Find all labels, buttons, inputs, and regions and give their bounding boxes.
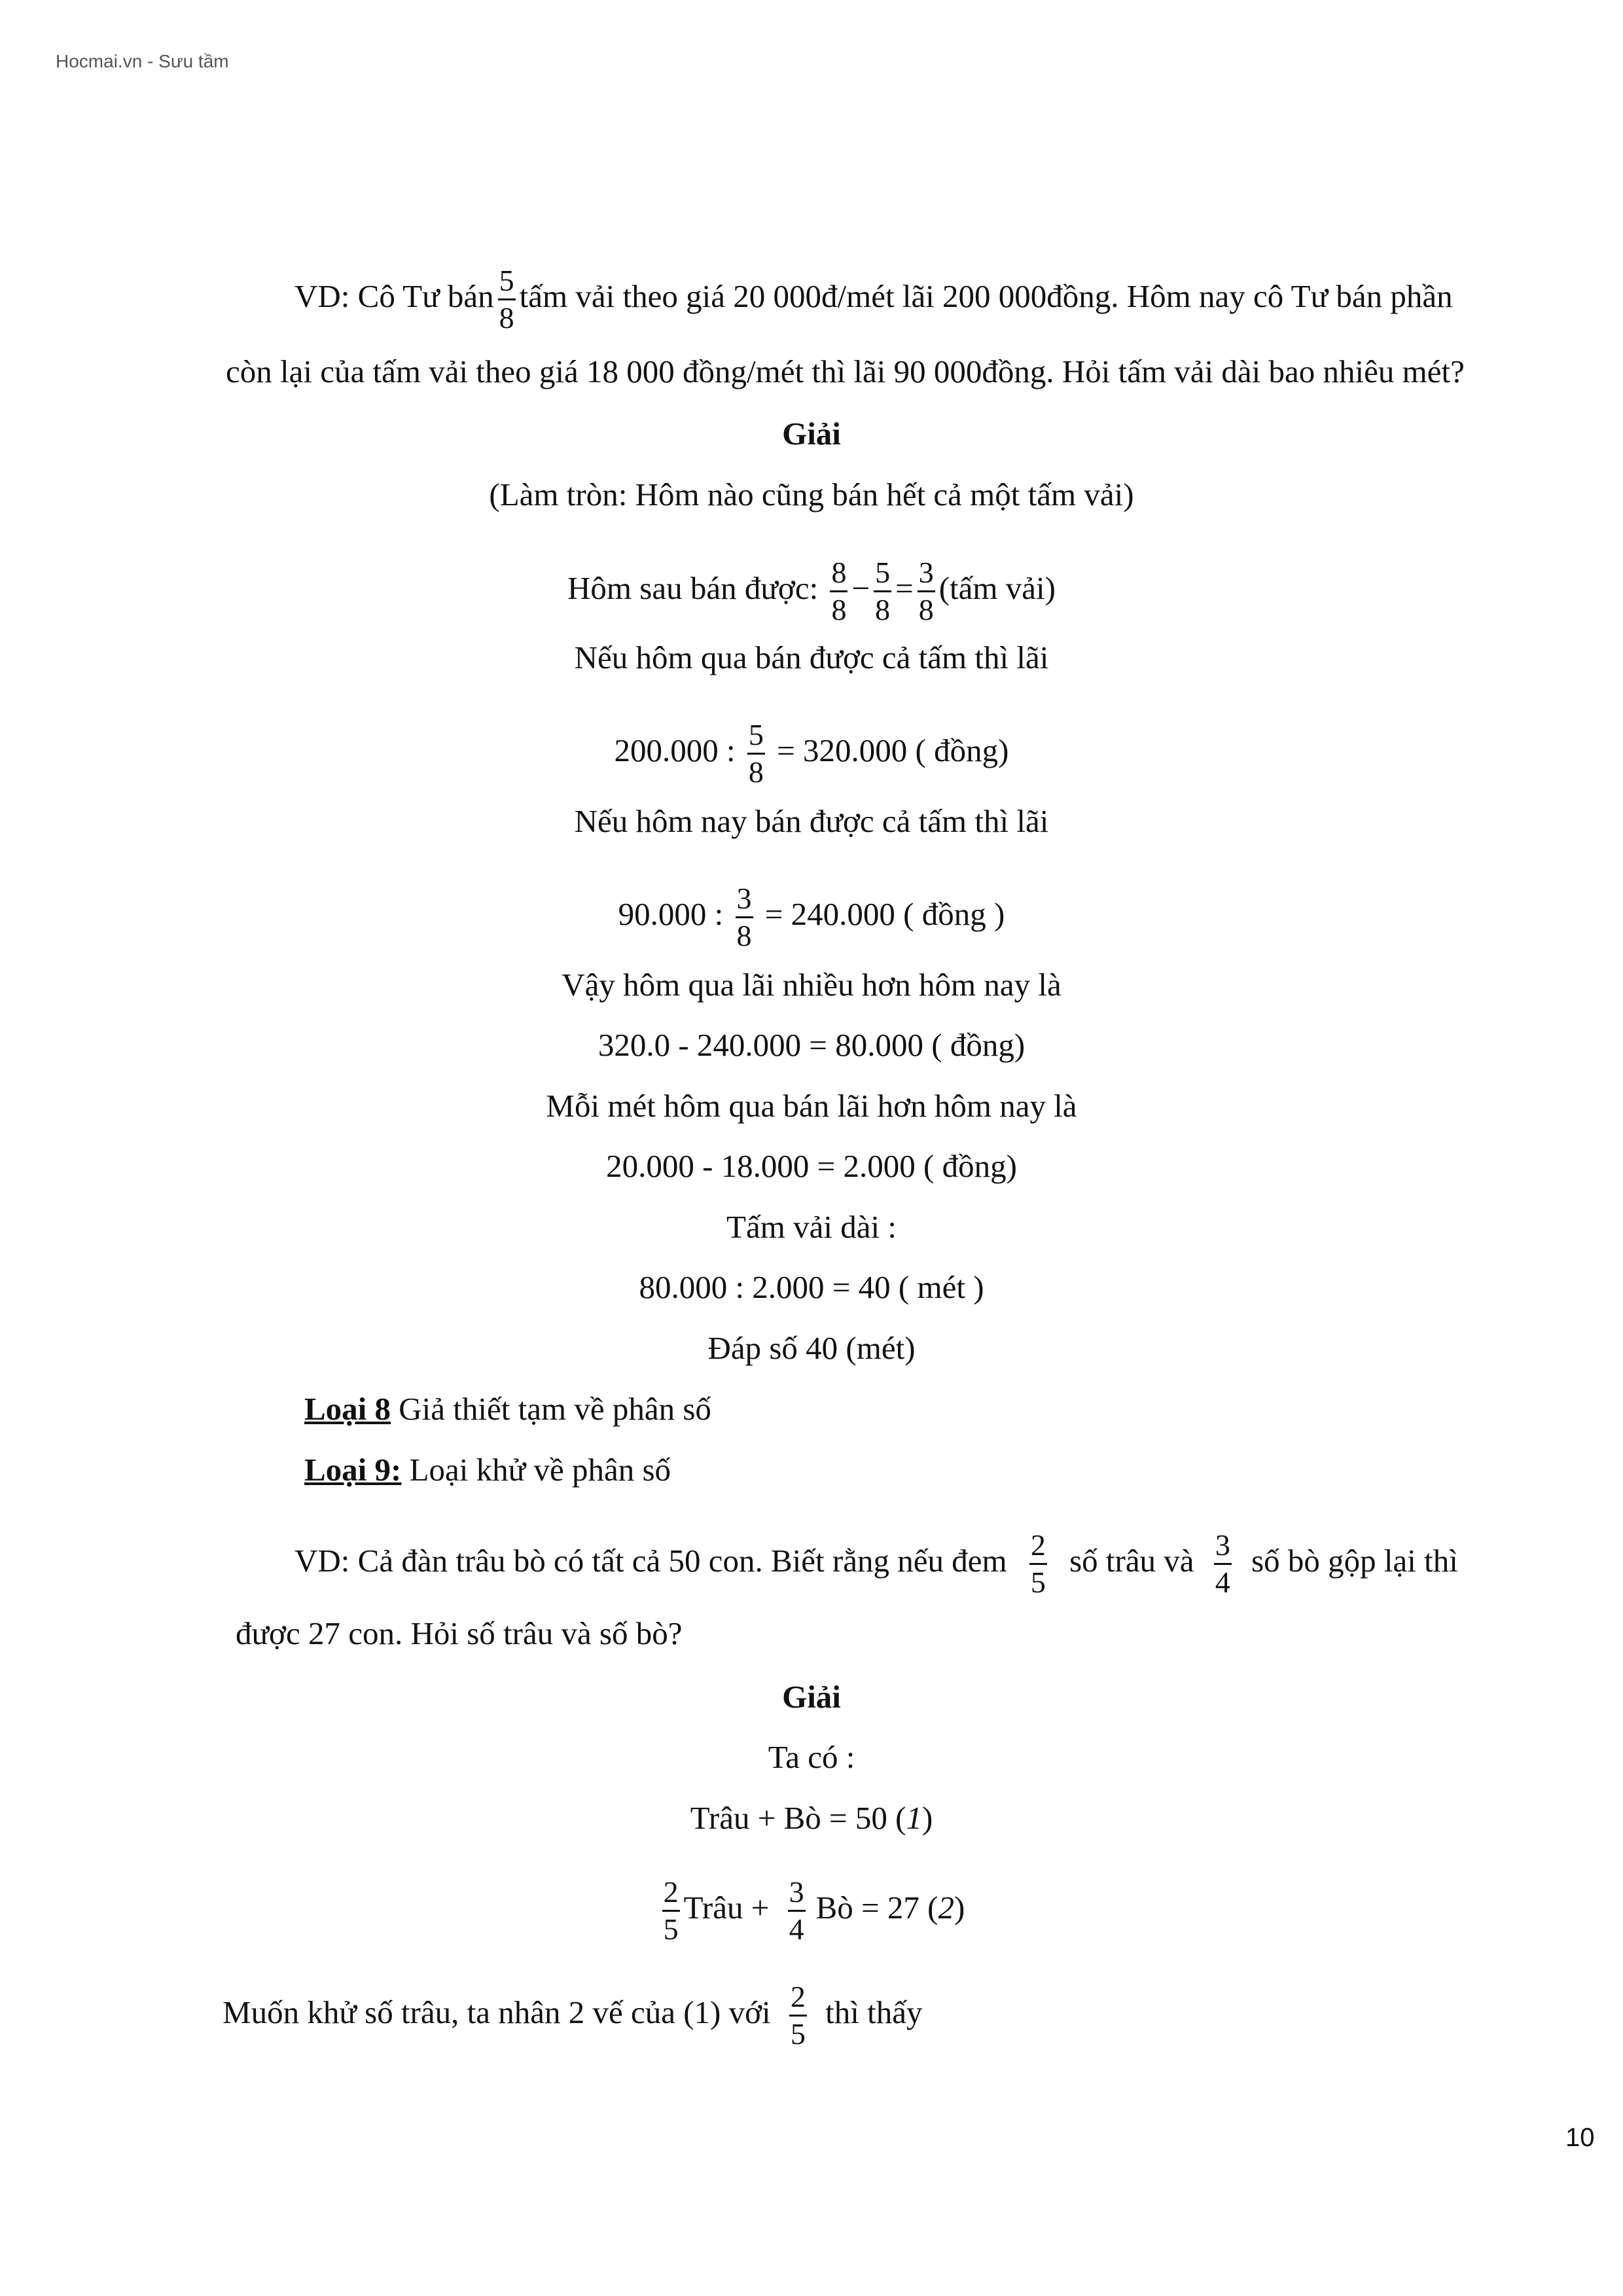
example1-line1: VD: Cô Tư bán $\frac{5}{8}$ tấm vải theo giá 20 000đ/mét lãi 200 000đồng. Hôm nay cô Tư bán phần xyxy=(294,264,1453,334)
solution-heading: Giải xyxy=(782,1679,841,1715)
fraction: $\frac{2}{5}$ xyxy=(1030,1528,1046,1599)
fraction: $\frac{2}{5}$ xyxy=(663,1875,679,1946)
rounding-note: (Làm tròn: Hôm nào cũng bán hết cả một tấm vải) xyxy=(489,476,1134,512)
page-number: 10 xyxy=(1565,2123,1595,2152)
fraction: $\frac{5}{8}$ xyxy=(875,556,891,626)
step-text: Tấm vải dài : xyxy=(726,1209,897,1245)
equation-2: $\frac{2}{5}$ Trâu + $\frac{3}{4}$ Bò = 27 (2) xyxy=(663,1875,965,1946)
step-text: Ta có : xyxy=(768,1739,855,1775)
step-text: Mỗi mét hôm qua bán lãi hơn hôm nay là xyxy=(546,1088,1077,1124)
step-equation: 90.000 : $\frac{3}{8}$ = 240.000 ( đồng ) xyxy=(618,882,1005,952)
step-equation: 200.000 : $\frac{5}{8}$ = 320.000 ( đồng) xyxy=(614,718,1009,789)
fraction: $\frac{3}{4}$ xyxy=(1215,1528,1230,1599)
step-equation: 80.000 : 2.000 = 40 ( mét ) xyxy=(639,1269,984,1305)
fraction: $\frac{3}{8}$ xyxy=(736,882,752,952)
source-header: Hocmai.vn - Sưu tầm xyxy=(56,51,229,71)
equation-1: Trâu + Bò = 50 (1) xyxy=(690,1800,933,1836)
fraction: $\frac{5}{8}$ xyxy=(748,718,764,789)
example2-line2: được 27 con. Hỏi số trâu và số bò? xyxy=(236,1615,683,1651)
solution-heading: Giải xyxy=(782,416,841,452)
type-8-heading: Loại 8 Giả thiết tạm về phân số xyxy=(304,1391,711,1427)
step-text: Vậy hôm qua lãi nhiều hơn hôm nay là xyxy=(562,967,1061,1003)
step-equation: 20.000 - 18.000 = 2.000 ( đồng) xyxy=(606,1148,1017,1184)
step-equation: 320.0 - 240.000 = 80.000 ( đồng) xyxy=(597,1027,1026,1063)
step-text: Nếu hôm nay bán được cả tấm thì lãi xyxy=(574,803,1049,839)
fraction: $\frac{8}{8}$ xyxy=(831,556,847,626)
answer: Đáp số 40 (mét) xyxy=(707,1330,916,1366)
fraction: $\frac{5}{8}$ xyxy=(499,264,514,334)
fraction: $\frac{2}{5}$ xyxy=(790,1980,806,2051)
step-remaining-fraction: Hôm sau bán được: $\frac{8}{8}$ − $\frac{5}{8}$ = $\frac{3}{8}$ (tấm vải) xyxy=(567,556,1056,626)
fraction: $\frac{3}{8}$ xyxy=(918,556,934,626)
fraction: $\frac{3}{4}$ xyxy=(789,1875,804,1946)
example1-line2: còn lại của tấm vải theo giá 18 000 đồng/mét thì lãi 90 000đồng. Hỏi tấm vải dài bao nhiêu mét? xyxy=(226,353,1465,389)
example2-line1: VD: Cả đàn trâu bò có tất cả 50 con. Biết rằng nếu đem $\frac{2}{5}$ số trâu và $\frac{3}{4}$ số bò gộp lại thì xyxy=(294,1528,1458,1599)
elimination-step: Muốn khử số trâu, ta nhân 2 vế của (1) với $\frac{2}{5}$ thì thấy xyxy=(223,1980,923,2051)
type-9-heading: Loại 9: Loại khử về phân số xyxy=(304,1452,671,1488)
step-text: Nếu hôm qua bán được cả tấm thì lãi xyxy=(574,639,1049,675)
